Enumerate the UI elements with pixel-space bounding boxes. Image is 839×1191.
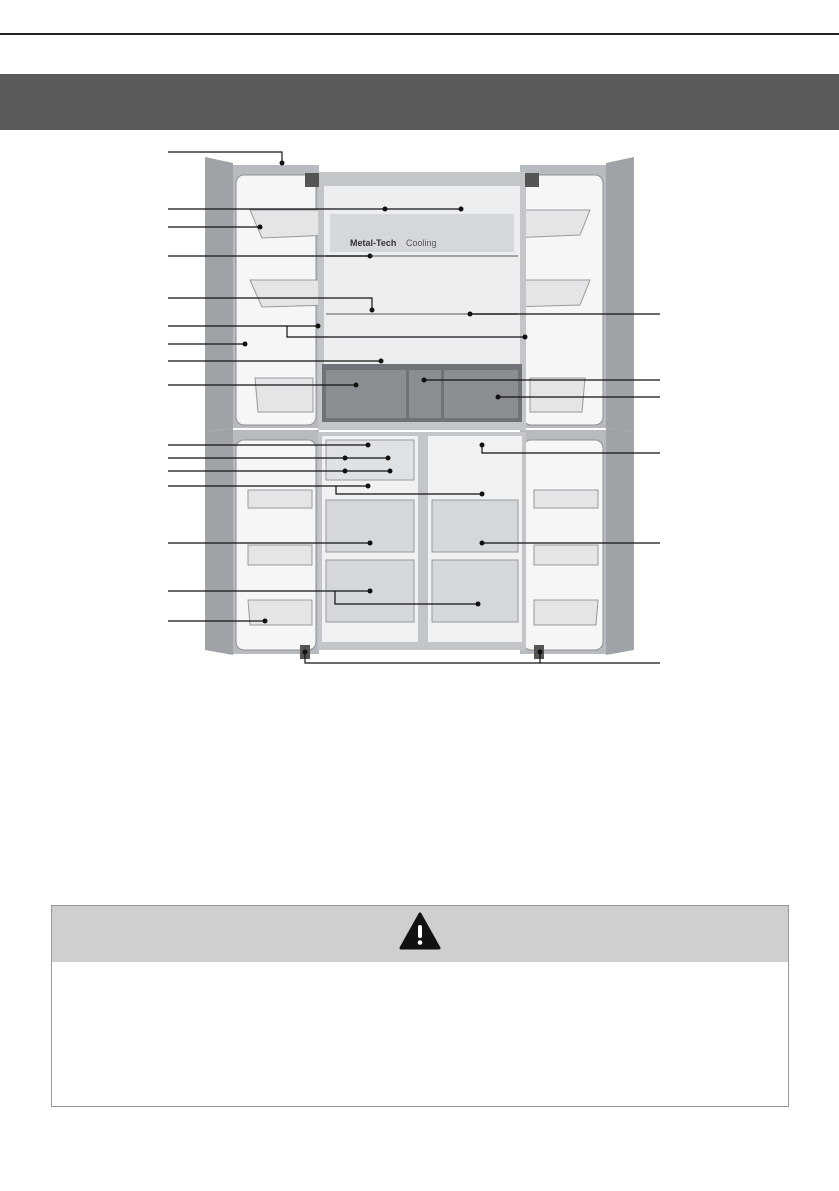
metal-tech-label: Metal-Tech [350, 238, 397, 248]
cooling-label: Cooling [406, 238, 437, 248]
caution-box [51, 905, 789, 1107]
lower-right-door [520, 428, 634, 655]
section-header-bar [0, 74, 839, 130]
freezer-cabinet [300, 432, 544, 659]
fridge-cabinet [318, 172, 526, 430]
upper-right-door [510, 157, 634, 432]
caution-header [52, 906, 788, 962]
refrigerator-diagram [0, 135, 839, 680]
top-rule [0, 33, 839, 35]
warning-triangle-icon [398, 910, 442, 954]
upper-left-door [205, 157, 332, 432]
